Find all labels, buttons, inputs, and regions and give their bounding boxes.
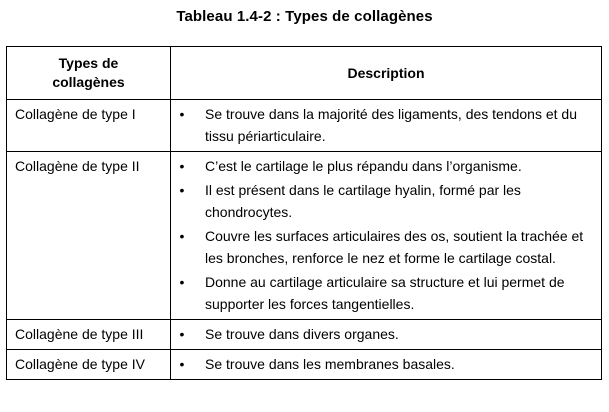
header-types-line-2: collagènes	[52, 74, 125, 90]
collagen-types-table	[6, 46, 602, 380]
table-row	[7, 100, 602, 152]
type-cell: Collagène de type I	[7, 100, 171, 152]
header-types-line-1: Types de	[58, 55, 119, 71]
bullet-icon: •	[179, 326, 185, 342]
bullet-list	[175, 323, 595, 345]
bullet-item	[175, 103, 595, 147]
bullet-icon: •	[179, 356, 185, 372]
description-cell	[171, 350, 602, 380]
bullet-icon: •	[179, 158, 185, 174]
bullet-text: Couvre les surfaces articulaires des os, soutient la trachée et les bronches, renforce le nez et forme le cartilage costal.	[205, 228, 584, 266]
header-row	[7, 47, 602, 100]
description-cell	[171, 100, 602, 152]
bullet-item	[175, 179, 595, 223]
bullet-text: Se trouve dans la majorité des ligaments, des tendons et du tissu périarticulaire.	[205, 106, 577, 144]
type-cell: Collagène de type III	[7, 320, 171, 350]
description-cell	[171, 320, 602, 350]
bullet-list	[175, 353, 595, 375]
bullet-icon: •	[179, 106, 185, 122]
bullet-item	[175, 353, 595, 375]
bullet-icon: •	[179, 182, 185, 198]
table-row	[7, 350, 602, 380]
bullet-item	[175, 225, 595, 269]
header-description: Description	[171, 47, 602, 100]
table-row	[7, 320, 602, 350]
type-cell: Collagène de type II	[7, 152, 171, 320]
type-cell: Collagène de type IV	[7, 350, 171, 380]
bullet-icon: •	[179, 228, 185, 244]
bullet-text: Se trouve dans les membranes basales.	[205, 356, 455, 372]
bullet-text: Se trouve dans divers organes.	[205, 326, 399, 342]
bullet-icon: •	[179, 274, 185, 290]
bullet-list	[175, 103, 595, 147]
bullet-text: Donne au cartilage articulaire sa structure et lui permet de supporter les forces tangentielles.	[205, 274, 565, 312]
bullet-item	[175, 271, 595, 315]
bullet-text: C’est le cartilage le plus répandu dans l’organisme.	[205, 158, 522, 174]
bullet-item	[175, 323, 595, 345]
table-row	[7, 152, 602, 320]
description-cell	[171, 152, 602, 320]
header-types	[7, 47, 171, 100]
table-caption: Tableau 1.4-2 : Types de collagènes	[176, 8, 433, 25]
bullet-text: Il est présent dans le cartilage hyalin, formé par les chondrocytes.	[205, 182, 521, 220]
bullet-item	[175, 155, 595, 177]
bullet-list	[175, 155, 595, 315]
